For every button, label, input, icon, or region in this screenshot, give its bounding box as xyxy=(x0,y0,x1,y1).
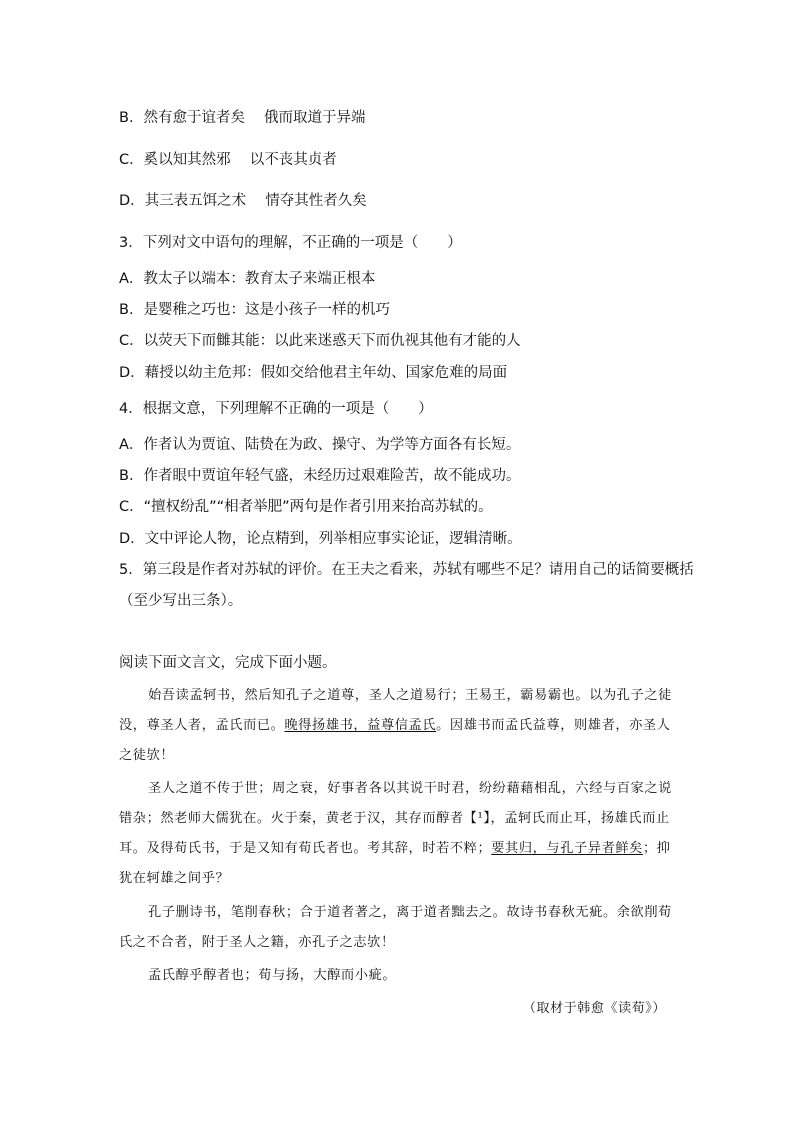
text-span: 。因雄书而孟氏益尊，则雄者，亦圣人 xyxy=(436,718,671,733)
underlined-sentence-1: 晚得扬雄书，益尊信孟氏 xyxy=(284,718,437,733)
paragraph-3-line-2: 氏之不合者，附于圣人之籍，亦孔子之志欤！ xyxy=(119,935,395,950)
underlined-sentence-2: 要其归，与孔子异者鲜矣 xyxy=(491,841,643,856)
option-d: D．其三表五饵之术 情夺其性者久矣 xyxy=(119,193,367,209)
paragraph-2-line-4: 犹在轲雄之间乎？ xyxy=(119,871,230,886)
question-4-option-a: A．作者认为贾谊、陆贽在为政、操守、为学等方面各有长短。 xyxy=(119,437,521,453)
text-span: 没，尊圣人者，孟氏而已。 xyxy=(119,718,285,733)
question-4-option-d: D．文中评论人物，论点精到，列举相应事实论证，逻辑清晰。 xyxy=(119,531,522,547)
question-5-line-2: （至少写出三条）。 xyxy=(119,593,243,609)
paragraph-2-line-2: 错杂；然老师大儒犹在。火于秦，黄老于汉，其存而醇者【¹】，孟轲氏而止耳，扬雄氏而止 xyxy=(119,811,670,826)
paragraph-2-line-1: 圣人之道不传于世；周之衰，好事者各以其说干时君，纷纷藉藉相乱，六经与百家之说 xyxy=(148,781,672,796)
question-4-option-b: B．作者眼中贾谊年轻气盛，未经历过艰难险苦，故不能成功。 xyxy=(119,468,521,484)
question-3-option-b: B．是婴稚之巧也：这是小孩子一样的机巧 xyxy=(119,302,390,318)
question-5-line-1: 5．第三段是作者对苏轼的评价。在王夫之看来，苏轼有哪些不足？请用自己的话简要概括 xyxy=(119,562,694,578)
source-citation: （取材于韩愈《读荀》） xyxy=(522,1001,666,1016)
question-3-option-d: D．藉授以幼主危邦：假如交给他君主年幼、国家危难的局面 xyxy=(119,365,508,381)
question-3-option-a: A．教太子以端本：教育太子来端正根本 xyxy=(119,271,376,287)
paragraph-1-line-1: 始吾读孟轲书，然后知孔子之道尊，圣人之道易行；王易王，霸易霸也。以为孔子之徒 xyxy=(148,688,672,703)
paragraph-1-line-2 xyxy=(119,716,671,736)
reading-instruction: 阅读下面文言文，完成下面小题。 xyxy=(119,655,337,671)
question-4-option-c: C．“擅权纷乱”“相者举肥”两句是作者引用来抬高苏轼的。 xyxy=(119,499,493,515)
question-3-stem: 3．下列对文中语句的理解，不正确的一项是（ ） xyxy=(119,235,462,251)
question-4-stem: 4．根据文意，下列理解不正确的一项是（ ） xyxy=(119,401,433,417)
paragraph-3-line-1: 孔子删诗书，笔削春秋；合于道者著之，离于道者黜去之。故诗书春秋无疵。余欲削荀 xyxy=(148,905,672,920)
paragraph-1-line-3: 之徒欤！ xyxy=(119,748,175,763)
paragraph-2-line-3 xyxy=(119,839,671,859)
text-span: 耳。及得荀氏书，于是又知有荀氏者也。考其辞，时若不粹； xyxy=(119,841,492,856)
question-3-option-c: C．以荧天下而雠其能：以此来迷惑天下而仇视其他有才能的人 xyxy=(119,333,521,349)
paragraph-4: 孟氏醇乎醇者也；荀与扬，大醇而小疵。 xyxy=(148,968,397,983)
option-c: C．奚以知其然邪 以不丧其贞者 xyxy=(119,152,337,168)
option-b: B．然有愈于谊者矣 俄而取道于异端 xyxy=(119,110,366,126)
text-span: ；抑 xyxy=(642,841,671,856)
